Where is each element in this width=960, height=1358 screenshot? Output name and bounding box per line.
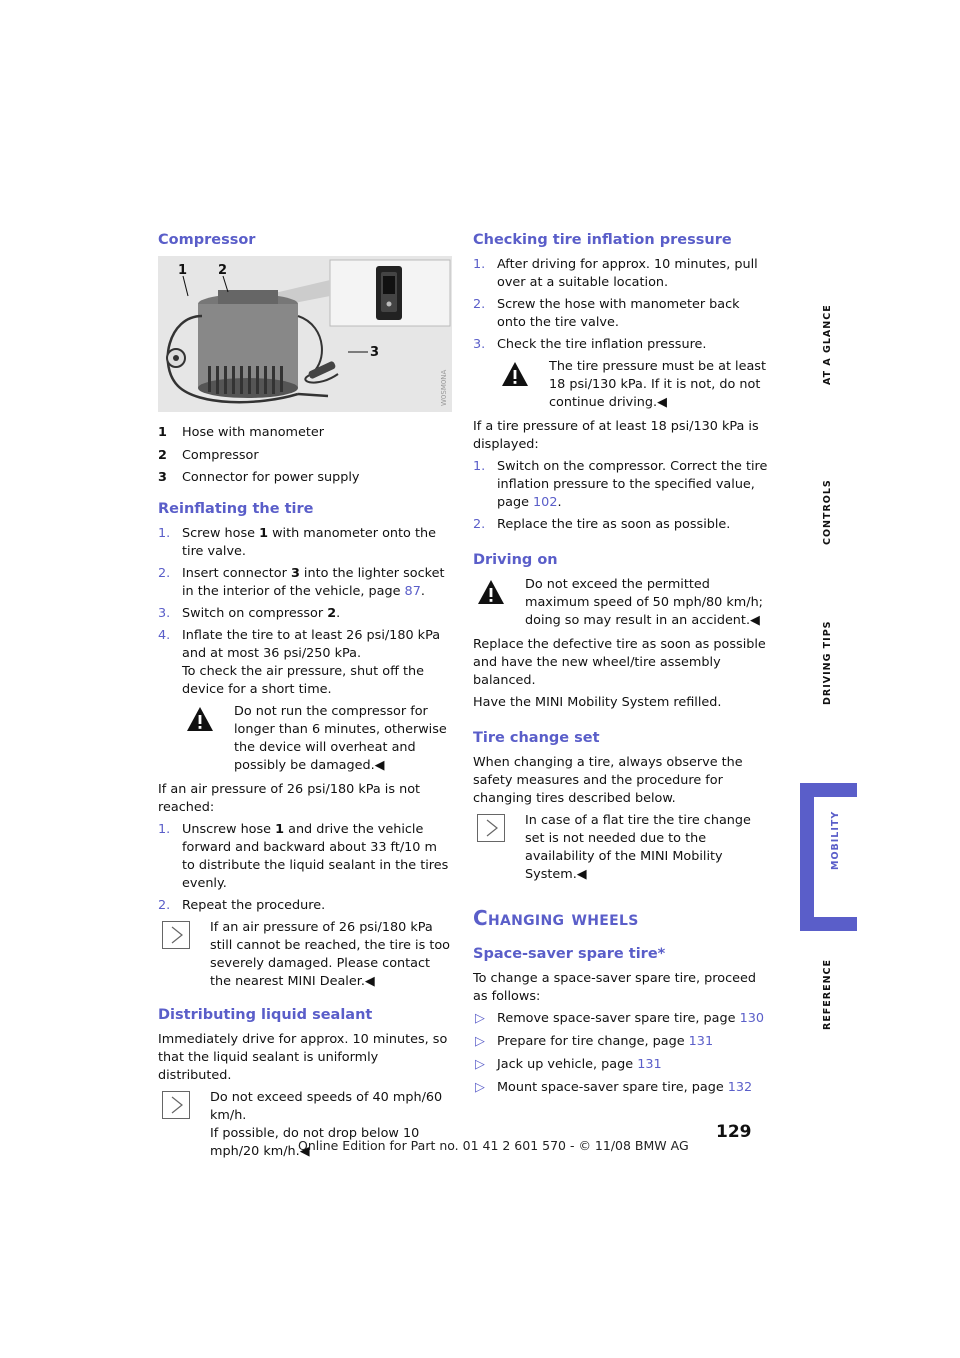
distributing-text: Immediately drive for approx. 10 minutes, so that the liquid sealant is uniformly distributed. xyxy=(158,1032,448,1083)
list-item: 3. Switch on compressor 2. xyxy=(158,606,341,621)
compressor-figure xyxy=(158,256,452,412)
bullet-arrow-icon: ▷ xyxy=(475,1011,485,1026)
driving-on-heading: Driving on xyxy=(473,552,558,568)
list-item: ▷ Prepare for tire change, page 131 xyxy=(475,1034,714,1049)
sidebar-tab-driving-tips[interactable]: DRIVING TIPS xyxy=(822,620,833,705)
note-arrow-icon xyxy=(477,814,505,842)
warning-note: The tire pressure must be at least 18 psi/130 kPa. If it is not, do not continue driving.◀ xyxy=(497,358,768,412)
not-reached-steps xyxy=(158,821,452,915)
distributing-heading: Distributing liquid sealant xyxy=(158,1007,373,1023)
page-link[interactable]: 102 xyxy=(533,495,558,510)
legend-item: 2 Compressor xyxy=(158,447,259,463)
bullet-arrow-icon: ▷ xyxy=(475,1034,485,1049)
list-item: 1. Unscrew hose 1 and drive the vehicle forward and backward about 33 ft/10 m to distribute the liquid sealant in the tires evenly. xyxy=(158,822,449,891)
sidebar-tab-mobility[interactable]: MOBILITY xyxy=(830,810,841,870)
list-item: ▷ Jack up vehicle, page 131 xyxy=(475,1057,662,1072)
changing-wheels-heading: Changing wheels xyxy=(473,906,639,930)
warning-triangle-icon xyxy=(477,578,505,606)
spacesaver-text: To change a space-saver spare tire, proceed as follows: xyxy=(473,971,757,1004)
page-link[interactable]: 131 xyxy=(637,1057,662,1072)
page-link[interactable]: 132 xyxy=(727,1080,753,1095)
page-link[interactable]: 130 xyxy=(739,1011,765,1026)
note-arrow-icon xyxy=(162,1091,190,1119)
warning-note: Do not exceed the permitted maximum speed of 50 mph/80 km/h; doing so may result in an accident.◀ xyxy=(473,576,768,630)
legend-item: 3 Connector for power supply xyxy=(158,470,360,485)
list-item: 2. Replace the tire as soon as possible. xyxy=(473,517,731,532)
reinflating-steps xyxy=(158,525,452,699)
list-item: 1. Switch on the compressor. Correct the tire inflation pressure to the specified value, page 102. xyxy=(473,459,768,510)
refill-text: Have the MINI Mobility System refilled. xyxy=(473,695,722,710)
spacesaver-heading: Space-saver spare tire* xyxy=(473,946,666,962)
tire-change-heading: Tire change set xyxy=(473,730,600,746)
list-item: ▷ Mount space-saver spare tire, page 132 xyxy=(475,1080,753,1095)
figure-callout-1: 1 xyxy=(178,263,188,278)
displayed-text: If a tire pressure of at least 18 psi/130 kPa is displayed: xyxy=(473,419,759,452)
legend-item: 1 Hose with manometer xyxy=(158,425,325,440)
replace-text: Replace the defective tire as soon as possible and have the new wheel/tire assembly balanced. xyxy=(473,637,766,688)
warning-note: Do not run the compressor for longer than 6 minutes, otherwise the device will overheat and possibly be damaged.◀ xyxy=(182,703,452,775)
checking-heading: Checking tire inflation pressure xyxy=(473,232,732,248)
compressor-heading: Compressor xyxy=(158,232,256,248)
compressor-illustration xyxy=(158,256,452,412)
not-reached-text: If an air pressure of 26 psi/180 kPa is not reached: xyxy=(158,782,421,815)
tire-change-text: When changing a tire, always observe the safety measures and the procedure for changing tires described below. xyxy=(473,755,743,806)
page-number: 129 xyxy=(716,1122,752,1142)
figure-callout-3: 3 xyxy=(370,345,380,360)
reinflating-heading: Reinflating the tire xyxy=(158,501,314,517)
figure-watermark: W0SM0NA xyxy=(440,369,448,406)
list-item: ▷ Remove space-saver spare tire, page 130 xyxy=(475,1011,765,1026)
warning-triangle-icon xyxy=(186,705,214,733)
sidebar-tab-controls[interactable]: CONTROLS xyxy=(822,479,833,545)
sidebar-active-indicator xyxy=(800,783,857,931)
figure-legend xyxy=(158,424,452,487)
bullet-arrow-icon: ▷ xyxy=(475,1057,485,1072)
checking-steps xyxy=(473,256,768,354)
list-item: 4. Inflate the tire to at least 26 psi/180 kPa and at most 36 psi/250 kPa. To check the air pressure, shut off the device for a short time. xyxy=(158,628,441,697)
list-item: 2. Insert connector 3 into the lighter socket in the interior of the vehicle, page 87. xyxy=(158,566,445,599)
list-item: 1. Screw hose 1 with manometer onto the tire valve. xyxy=(158,526,436,559)
list-item: 2. Repeat the procedure. xyxy=(158,898,326,913)
sidebar-tab-at-a-glance[interactable]: AT A GLANCE xyxy=(822,304,833,385)
page-link[interactable]: 131 xyxy=(688,1034,714,1049)
footer-edition: Online Edition for Part no. 01 41 2 601 570 - © 11/08 BMW AG xyxy=(298,1138,689,1153)
info-note: Do not exceed speeds of 40 mph/60 km/h. If possible, do not drop below 10 mph/20 km/h.◀ xyxy=(158,1089,452,1161)
list-item: 2. Screw the hose with manometer back onto the tire valve. xyxy=(473,297,740,330)
displayed-steps xyxy=(473,458,768,534)
warning-triangle-icon xyxy=(501,360,529,388)
page-link[interactable]: 87 xyxy=(404,584,421,599)
sidebar-tab-reference[interactable]: REFERENCE xyxy=(822,958,833,1030)
spacesaver-steps xyxy=(473,1010,768,1097)
list-item: 3. Check the tire inflation pressure. xyxy=(473,337,707,352)
info-note: If an air pressure of 26 psi/180 kPa still cannot be reached, the tire is too severely damaged. Please contact the nearest MINI Dealer.◀ xyxy=(158,919,452,991)
figure-callout-2: 2 xyxy=(218,263,228,278)
right-column xyxy=(473,230,768,1102)
info-note: In case of a flat tire the tire change set is not needed due to the availability of the MINI Mobility System.◀ xyxy=(473,812,768,884)
left-column xyxy=(158,230,452,1167)
note-arrow-icon xyxy=(162,921,190,949)
bullet-arrow-icon: ▷ xyxy=(475,1080,485,1095)
list-item: 1. After driving for approx. 10 minutes, pull over at a suitable location. xyxy=(473,257,758,290)
